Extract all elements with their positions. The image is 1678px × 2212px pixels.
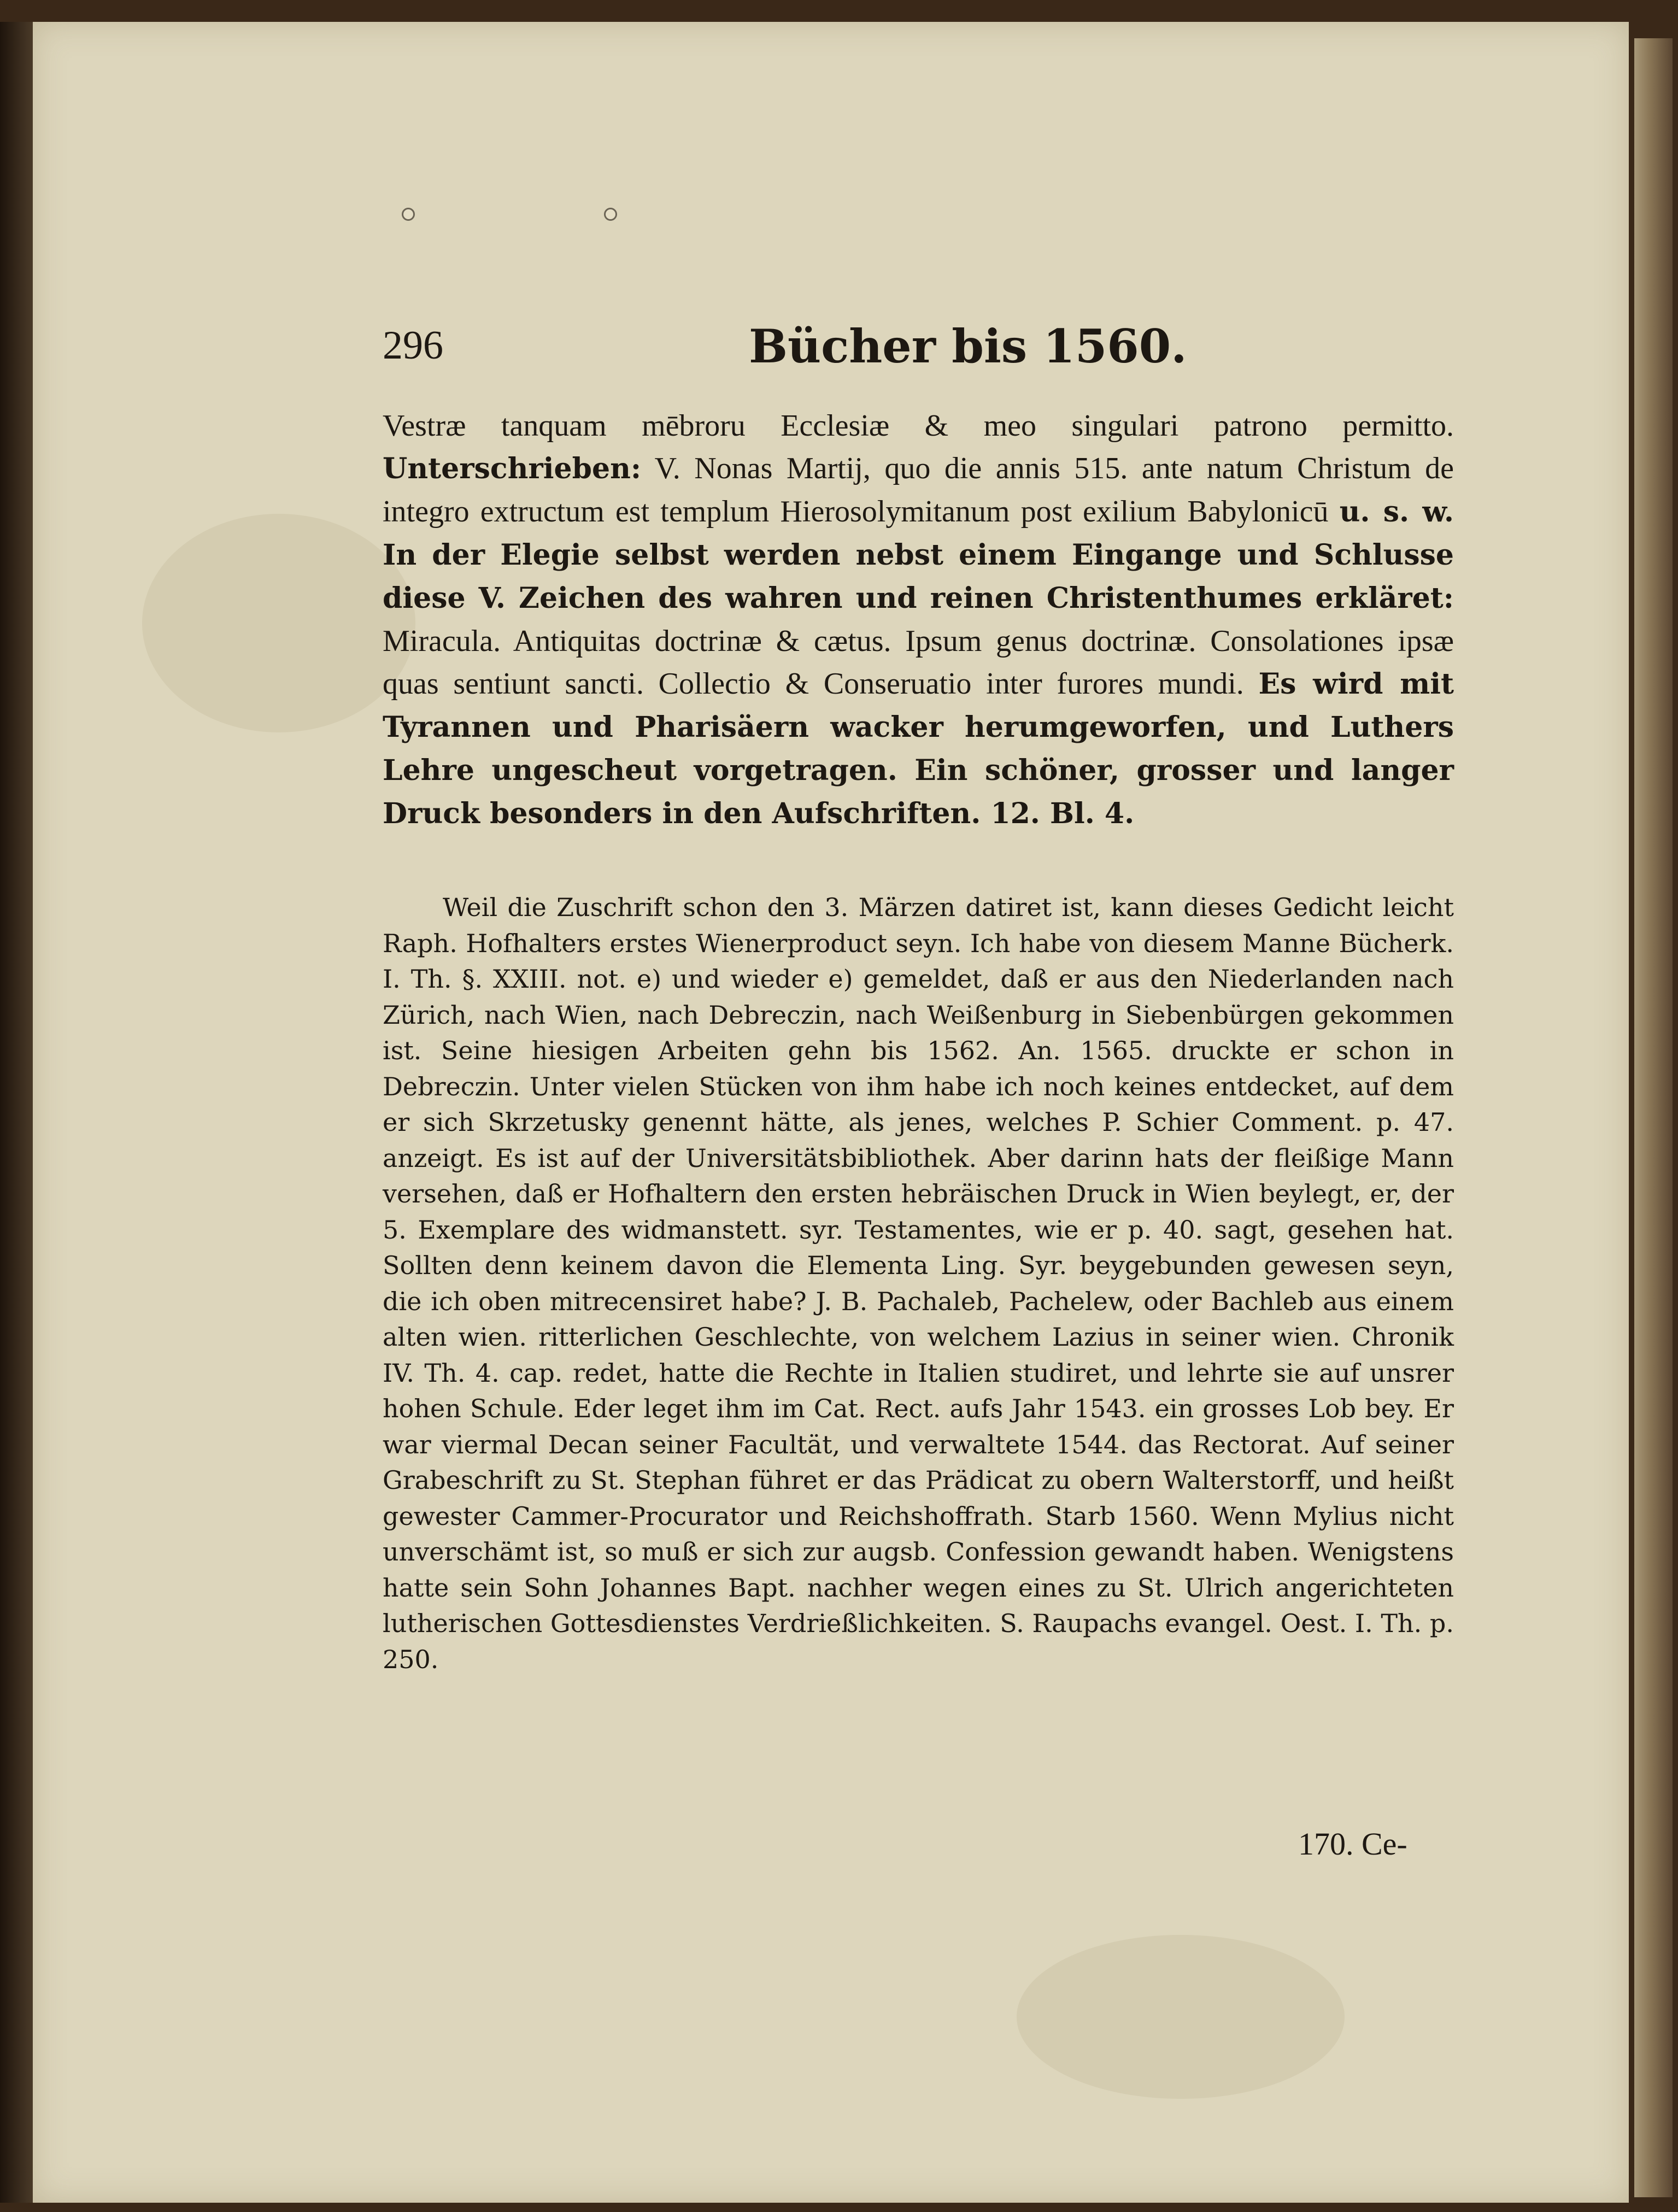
- running-head: Bücher bis 1560.: [749, 319, 1187, 373]
- latin-signs: Miracula. Antiquitas doctrinæ & cætus. Ipsum genus doctrinæ. Consolationes ipsæ quas sentiunt sancti. Collectio & Conseruatio inter furores mundi.: [383, 624, 1454, 701]
- main-paragraph: [383, 404, 1454, 835]
- latin-dedication: Vestræ tanquam mēbroru Ecclesiæ & meo singulari patrono permitto.: [383, 409, 1454, 443]
- page-text: [383, 317, 1454, 1677]
- note-paragraph: Weil die Zuschrift schon den 3. Märzen datiret ist, kann dieses Gedicht leicht Raph. Hofhalters erstes Wienerproduct seyn. Ich habe von diesem Manne Bücherk. I. Th. §. XXIII. not. e) und wieder e) gemeldet, daß er aus den Niederlanden nach Zürich, nach Wien, nach Debreczin, nach Weißenburg in Siebenbürgen gekommen ist. Seine hiesigen Arbeiten gehn bis 1562. An. 1565. druckte er schon in Debreczin. Unter vielen Stücken von ihm habe ich noch keines entdecket, auf dem er sich Skrzetusky genennt hätte, als jenes, welches P. Schier Comment. p. 47. anzeigt. Es ist auf der Universitätsbibliothek. Aber darinn hats der fleißige Mann versehen, daß er Hofhaltern den ersten hebräischen Druck in Wien beylegt, er, der 5. Exemplare des widmanstett. syr. Testamentes, wie er p. 40. sagt, gesehen hat. Sollten denn keinem davon die Elementa Ling. Syr. beygebunden gewesen seyn, die ich oben mitrecensiret habe? J. B. Pachaleb, Pachelew, oder Bachleb aus einem alten wien. ritterlichen Geschlechte, von welchem Lazius in seiner wien. Chronik IV. Th. 4. cap. redet, hatte die Rechte in Italien studiret, und lehrte sie auf unsrer hohen Schule. Eder leget ihm im Cat. Rect. aufs Jahr 1543. ein grosses Lob bey. Er war viermal Decan seiner Facultät, und verwaltete 1544. das Rectorat. Auf seiner Grabeschrift zu St. Stephan führet er das Prädicat zu obern Walterstorff, und heißt gewester Cammer-Procurator und Reichshoffrath. Starb 1560. Wenn Mylius nicht unverschämt ist, so muß er sich zur augsb. Confession gewandt haben. Wenigstens hatte sein Sohn Johannes Bapt. nachher wegen eines zu St. Ulrich angerichteten lutherischen Gottesdienstes Verdrießlichkeiten. S. Raupachs evangel. Oest. I. Th. p. 250.: [383, 893, 1454, 1674]
- elegy-description: u. s. w. In der Elegie selbst werden nebst einem Eingange und Schlusse diese V. Zeichen des wahren und reinen Christenthumes erkläret:: [383, 495, 1454, 615]
- binding-hole: [604, 208, 617, 221]
- paper-stain: [142, 514, 415, 732]
- subscribed-label: Unterschrieben:: [383, 452, 642, 485]
- print-description: Es wird mit Tyrannen und Pharisäern wacker herumgeworfen, und Luthers Lehre ungescheut vorgetragen. Ein schöner, grosser und langer Druck besonders in den Aufschriften. 12. Bl. 4.: [383, 667, 1454, 830]
- paper-stain: [1017, 1935, 1345, 2099]
- binding-hole: [402, 208, 415, 221]
- catchword: 170. Ce-: [1298, 1826, 1407, 1862]
- page-stack-edge: [1634, 38, 1673, 2197]
- page-header: [383, 317, 1454, 388]
- latin-date: V. Nonas Martij, quo die annis 515. ante natum Christum de integro extructum est templum Hierosolymitanum post exilium Babylonicū: [383, 451, 1454, 529]
- binding-edge: [0, 22, 33, 2203]
- page-number: 296: [383, 323, 443, 368]
